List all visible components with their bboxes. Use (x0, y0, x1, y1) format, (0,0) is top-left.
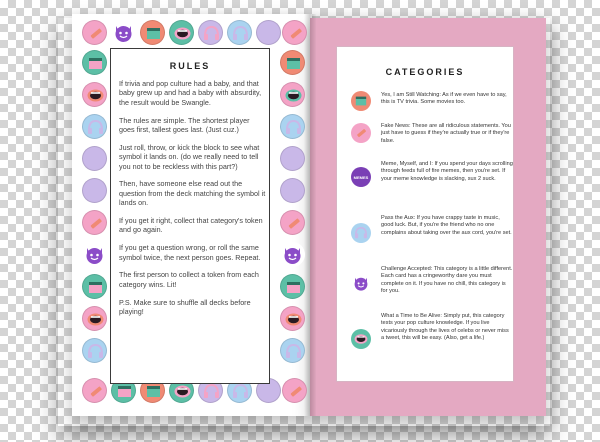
screaming-mouth-icon (351, 329, 371, 349)
screaming-mouth-icon (82, 82, 107, 107)
meme-icon-label: MEMES (353, 174, 369, 180)
clapperboard-icon (280, 50, 305, 75)
rules-paragraph: Then, have someone else read out the question from the deck matching the symbol it lands on. (119, 179, 266, 208)
clapperboard-icon (82, 274, 107, 299)
rules-panel (110, 48, 270, 384)
category-description: Challenge Accepted: This category is a little different. Each card has a cringeworthy dare you must complete on it. If you have no chill, this category is for you. (381, 266, 513, 295)
devil-emoji-icon (351, 273, 371, 293)
screaming-mouth-icon (280, 306, 305, 331)
headphones-icon (82, 114, 107, 139)
category-description: Fake News: These are all ridiculous statements. You just have to guess if they're actually true or if they're false. (381, 123, 511, 144)
clapperboard-icon (351, 91, 371, 111)
clapperboard-icon (280, 274, 305, 299)
rules-paragraph: P.S. Make sure to shuffle all decks before playing! (119, 297, 251, 317)
lavender-dot-icon (82, 146, 107, 171)
category-description: Pass the Aux: If you have crappy taste in music, good luck. But, if you're the friend who no one complains about taking over the aux cord, you're set. (381, 215, 512, 236)
booklet-fold (304, 14, 316, 416)
rules-title: RULES (169, 61, 211, 71)
headphones-icon (198, 20, 223, 45)
marker-icon (280, 210, 305, 235)
rules-paragraph: Just roll, throw, or kick the block to see what symbol it lands on. (do we really need to tell you not to be reckless with this part?) (119, 142, 260, 171)
headphones-icon (351, 223, 371, 243)
category-description: Yes, I am Still Watching: As if we even have to say, this is TV trivia. Some movies too. (381, 92, 507, 106)
devil-emoji-icon (82, 242, 107, 267)
marker-icon (82, 20, 107, 45)
category-description: Meme, Myself, and I: If you spend your days scrolling through feeds full of fire memes, then you're set. If your meme knowledge is slacking, sux 2 suck. (381, 161, 513, 182)
screaming-mouth-icon (82, 306, 107, 331)
categories-panel (336, 46, 514, 382)
rules-paragraph: If you get it right, collect that category's token and go again. (119, 216, 263, 235)
headphones-icon (280, 338, 305, 363)
marker-icon (82, 378, 107, 403)
marker-icon (82, 210, 107, 235)
clapperboard-icon (140, 20, 165, 45)
rules-paragraph: The first person to collect a token from each category wins. Lit! (119, 270, 259, 289)
lavender-dot-icon (280, 146, 305, 171)
headphones-icon (82, 338, 107, 363)
devil-emoji-icon (280, 242, 305, 267)
devil-emoji-icon (111, 20, 136, 45)
rules-paragraph: If you get a question wrong, or roll the same symbol twice, the next person goes. Repeat. (119, 243, 261, 262)
categories-title: CATEGORIES (385, 67, 465, 77)
meme-icon (351, 167, 371, 187)
clapperboard-icon (82, 50, 107, 75)
rules-text (119, 79, 267, 325)
screaming-mouth-icon (280, 82, 305, 107)
lavender-dot-icon (256, 20, 281, 45)
rules-paragraph: If trivia and pop culture had a baby, and that baby grew up and had a baby with absurdity, the result would be Swangle. (119, 79, 262, 107)
screaming-mouth-icon (169, 20, 194, 45)
rules-paragraph: The rules are simple. The shortest player goes first, tallest goes last. (Just cuz.) (119, 115, 250, 135)
headphones-icon (280, 114, 305, 139)
marker-icon (351, 123, 371, 143)
lavender-dot-icon (280, 178, 305, 203)
marker-icon (282, 378, 307, 403)
category-description: What a Time to Be Alive: Simply put, this category tests your pop culture knowledge. If you live vicariously through the lives of celebs or never miss a tweet, this will be easy. (Also, get a life.) (381, 313, 509, 342)
marker-icon (282, 20, 307, 45)
lavender-dot-icon (82, 178, 107, 203)
headphones-icon (227, 20, 252, 45)
